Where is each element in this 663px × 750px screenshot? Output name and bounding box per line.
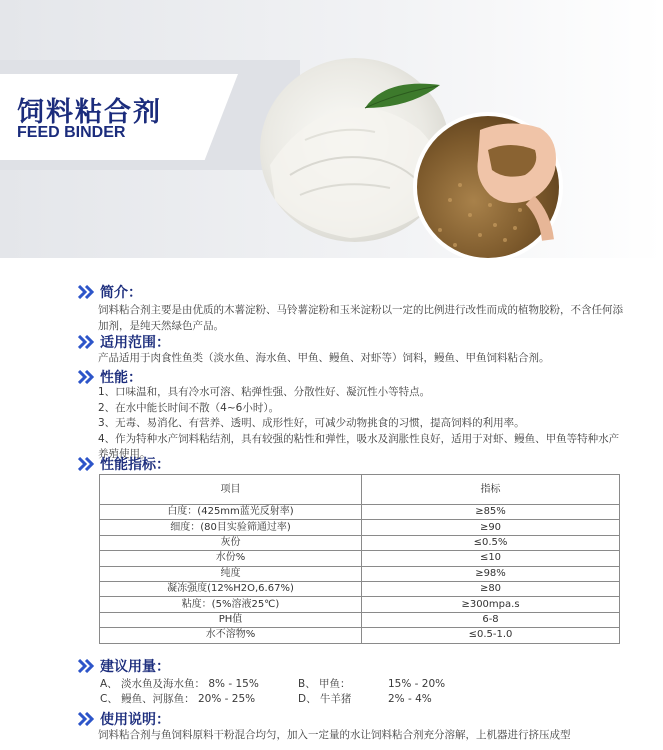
table-cell: PH值: [100, 612, 362, 627]
table-row: [100, 597, 620, 612]
table-cell: ≥98%: [362, 566, 620, 581]
table-cell: 6-8: [362, 612, 620, 627]
double-chevron-icon: [78, 712, 96, 726]
double-chevron-icon: [78, 457, 96, 471]
double-chevron-icon: [78, 285, 96, 299]
table-row: [100, 551, 620, 566]
dosage-item: D、 牛羊猪: [298, 693, 352, 705]
list-item: 4、作为特种水产饲料粘结剂，具有较强的粘性和弹性，吸水及润胀性良好，适用于对虾、鳗鱼、甲鱼等特种水产养殖使用。: [98, 432, 620, 460]
usage-text: 饲料粘合剂与鱼饲料原料干粉混合均匀，加入一定量的水让饲料粘合剂充分溶解，上机器进行挤压成型: [98, 729, 571, 741]
table-header-row: [100, 475, 620, 505]
table-row: [100, 520, 620, 535]
list-item: 3、无毒、易消化、有营养、透明、成形性好，可减少动物挑食的习惯，提高饲料的利用率。: [98, 417, 525, 429]
product-banner: [0, 0, 663, 258]
table-cell: 白度：(425mm蓝光反射率): [100, 505, 362, 520]
list-item: 2、在水中能长时间不散（4~6小时）。: [98, 401, 280, 414]
dosage-value: 2% - 4%: [388, 693, 432, 705]
section-title: 建议用量：: [100, 659, 170, 675]
table-cell: 凝冻强度(12%H2O,6.67%): [100, 581, 362, 596]
double-chevron-icon: [78, 659, 96, 673]
section-specs-heading: [78, 455, 170, 473]
table-cell: ≥300mpa.s: [362, 597, 620, 612]
section-title: 性能：: [100, 370, 142, 386]
section-intro-heading: [78, 283, 142, 301]
table-row: [100, 581, 620, 596]
column-header: 指标: [362, 475, 620, 505]
feed-pellets-image: [413, 112, 563, 258]
section-performance-heading: [78, 368, 142, 386]
intro-text: 饲料粘合剂主要是由优质的木薯淀粉、马铃薯淀粉和玉米淀粉以一定的比例进行改性而成的植物胶粉，不含任何添加剂，是纯天然绿色产品。: [98, 304, 623, 332]
table-row: [100, 566, 620, 581]
double-chevron-icon: [78, 335, 96, 349]
table-cell: ≥85%: [362, 505, 620, 520]
dosage-row: [100, 677, 445, 692]
table-cell: 灰份: [100, 535, 362, 550]
table-cell: ≤0.5-1.0: [362, 628, 620, 643]
section-usage-heading: [78, 710, 170, 728]
product-title-en: FEED BINDER: [17, 124, 126, 141]
dosage-value: 15% - 20%: [388, 678, 446, 690]
dosage-item: A、 淡水鱼及海水鱼： 8% - 15%: [100, 678, 259, 690]
table-row: [100, 535, 620, 550]
table-cell: 纯度: [100, 566, 362, 581]
table-cell: 水份%: [100, 551, 362, 566]
table-row: [100, 628, 620, 643]
list-item: 1、口味温和，具有冷水可溶、粘弹性强、分散性好、凝沉性小等特点。: [98, 386, 431, 398]
product-title: 饲料粘合剂: [17, 97, 162, 128]
spec-table: [99, 474, 620, 644]
table-cell: 水不溶物%: [100, 628, 362, 643]
section-dosage-heading: [78, 657, 170, 675]
table-row: [100, 612, 620, 627]
table-row: [100, 505, 620, 520]
performance-list: [98, 385, 628, 463]
section-title: 性能指标：: [100, 457, 170, 473]
section-title: 使用说明：: [100, 712, 170, 728]
table-cell: ≥90: [362, 520, 620, 535]
table-cell: ≤10: [362, 551, 620, 566]
section-scope-heading: [78, 333, 170, 351]
dosage-item: B、 甲鱼：: [298, 678, 351, 690]
dosage-row: [100, 692, 432, 707]
table-cell: 细度：(80目实验筛通过率): [100, 520, 362, 535]
table-cell: ≥80: [362, 581, 620, 596]
table-cell: 粘度：(5%溶液25℃): [100, 597, 362, 612]
section-title: 简介：: [100, 285, 142, 301]
section-title: 适用范围：: [100, 335, 170, 351]
scope-text: 产品适用于肉食性鱼类（淡水鱼、海水鱼、甲鱼、鳗鱼、对虾等）饲料，鳗鱼、甲鱼饲料粘合剂。: [98, 352, 550, 364]
column-header: 项目: [100, 475, 362, 505]
table-cell: ≤0.5%: [362, 535, 620, 550]
dosage-item: C、 鳗鱼、河豚鱼： 20% - 25%: [100, 693, 256, 705]
double-chevron-icon: [78, 370, 96, 384]
